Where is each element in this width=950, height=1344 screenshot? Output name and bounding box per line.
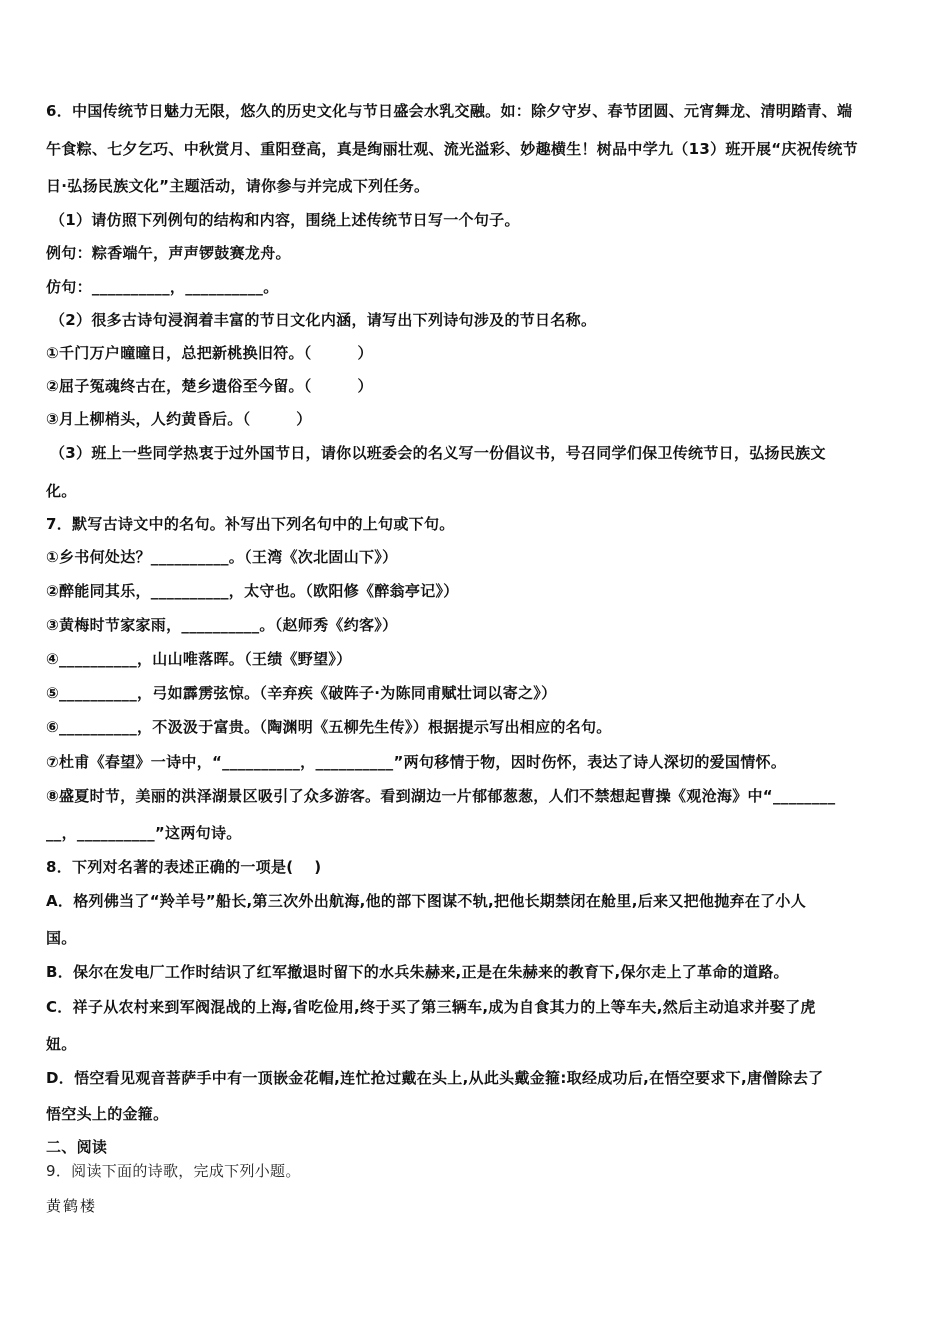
q6-poem-3: ③月上柳梢头，人约黄昏后。（ ） bbox=[46, 410, 312, 428]
q8-option-c-line-2: 妞。 bbox=[46, 1035, 77, 1053]
q9-stem: 9．阅读下面的诗歌，完成下列小题。 bbox=[46, 1162, 301, 1180]
q7-item-2: ②醉能同其乐，__________，太守也。（欧阳修《醉翁亭记》） bbox=[46, 582, 459, 600]
q6-stem-line-3: 日·弘扬民族文化”主题活动，请你参与并完成下列任务。 bbox=[46, 177, 430, 195]
q6-stem-line-2: 午食粽、七夕乞巧、中秋赏月、重阳登高，真是绚丽壮观、流光溢彩、妙趣横生！树品中学九（13）班开展“庆祝传统节 bbox=[46, 140, 858, 158]
q8-option-a-letter: A． bbox=[46, 892, 74, 910]
section-2-heading: 二、阅读 bbox=[46, 1138, 108, 1156]
q6-sub-question-3-line-2: 化。 bbox=[46, 482, 77, 500]
q6-sub-question-1: （1）请仿照下列例句的结构和内容，围绕上述传统节日写一个句子。 bbox=[50, 211, 520, 229]
q7-item-8-line-1: ⑧盛夏时节，美丽的洪泽湖景区吸引了众多游客。看到湖边一片郁郁葱葱，人们不禁想起曹操《观沧海》中“________ bbox=[46, 787, 836, 805]
q8-stem: 8．下列对名著的表述正确的一项是( ) bbox=[46, 858, 322, 876]
q6-sub-question-2: （2）很多古诗句浸润着丰富的节日文化内涵，请写出下列诗句涉及的节日名称。 bbox=[50, 311, 597, 329]
q7-item-6: ⑥__________，不汲汲于富贵。（陶渊明《五柳先生传》）根据提示写出相应的名句。 bbox=[46, 718, 612, 736]
q6-poem-2: ②屈子冤魂终古在，楚乡遗俗至今留。（ ） bbox=[46, 377, 373, 395]
q8-option-a-text: 格列佛当了“羚羊号”船长,第三次外出航海,他的部下图谋不轨,把他长期禁闭在舱里,后来又把他抛弃在了小人 bbox=[73, 892, 807, 910]
q8-option-d-letter: D． bbox=[46, 1069, 75, 1087]
q7-item-3: ③黄梅时节家家雨，__________。（赵师秀《约客》） bbox=[46, 616, 398, 634]
q6-poem-1: ①千门万户曈曈日，总把新桃换旧符。（ ） bbox=[46, 344, 373, 362]
q7-item-8-line-2: __，__________”这两句诗。 bbox=[46, 824, 242, 842]
q8-option-c-line-1 bbox=[46, 997, 816, 1017]
q8-option-b-letter: B． bbox=[46, 963, 74, 981]
q8-option-d-text: 悟空看见观音菩萨手中有一顶嵌金花帽,连忙抢过戴在头上,从此头戴金箍:取经成功后,在悟空要求下,唐僧除去了 bbox=[74, 1069, 824, 1087]
q6-example-sentence: 例句：粽香端午，声声锣鼓赛龙舟。 bbox=[46, 244, 291, 262]
q7-item-4: ④__________，山山唯落晖。（王绩《野望》） bbox=[46, 650, 352, 668]
q7-item-7: ⑦杜甫《春望》一诗中，“__________，__________”两句移情于物，因时伤怀，表达了诗人深切的爱国情怀。 bbox=[46, 753, 787, 771]
q7-stem: 7．默写古诗文中的名句。补写出下列名句中的上句或下句。 bbox=[46, 515, 455, 533]
q8-option-d-line-2: 悟空头上的金箍。 bbox=[46, 1105, 169, 1123]
q8-option-a-line-1 bbox=[46, 891, 806, 911]
q6-stem-line-1: 6．中国传统节日魅力无限，悠久的历史文化与节日盛会水乳交融。如：除夕守岁、春节团圆、元宵舞龙、清明踏青、端 bbox=[46, 102, 853, 120]
q7-item-5: ⑤__________，弓如霹雳弦惊。（辛弃疾《破阵子·为陈同甫赋壮词以寄之》） bbox=[46, 684, 557, 702]
q8-option-c-letter: C． bbox=[46, 998, 73, 1016]
poem-title: 黄鹤楼 bbox=[46, 1197, 98, 1215]
q8-option-b-line-1 bbox=[46, 962, 789, 982]
q8-option-c-text: 祥子从农村来到军阀混战的上海,省吃俭用,终于买了第三辆车,成为自食其力的上等车夫,然后主动追求并娶了虎 bbox=[72, 998, 816, 1016]
q8-option-b-text: 保尔在发电厂工作时结识了红军撤退时留下的水兵朱赫来,正是在朱赫来的教育下,保尔走上了革命的道路。 bbox=[73, 963, 789, 981]
q8-option-d-line-1 bbox=[46, 1068, 823, 1088]
q6-imitate-sentence: 仿句：__________，__________。 bbox=[46, 278, 279, 296]
q6-sub-question-3-line-1: （3）班上一些同学热衷于过外国节日，请你以班委会的名义写一份倡议书，号召同学们保卫传统节日，弘扬民族文 bbox=[50, 444, 826, 462]
q8-option-a-line-2: 国。 bbox=[46, 929, 77, 947]
q7-item-1: ①乡书何处达？__________。（王湾《次北固山下》） bbox=[46, 548, 398, 566]
